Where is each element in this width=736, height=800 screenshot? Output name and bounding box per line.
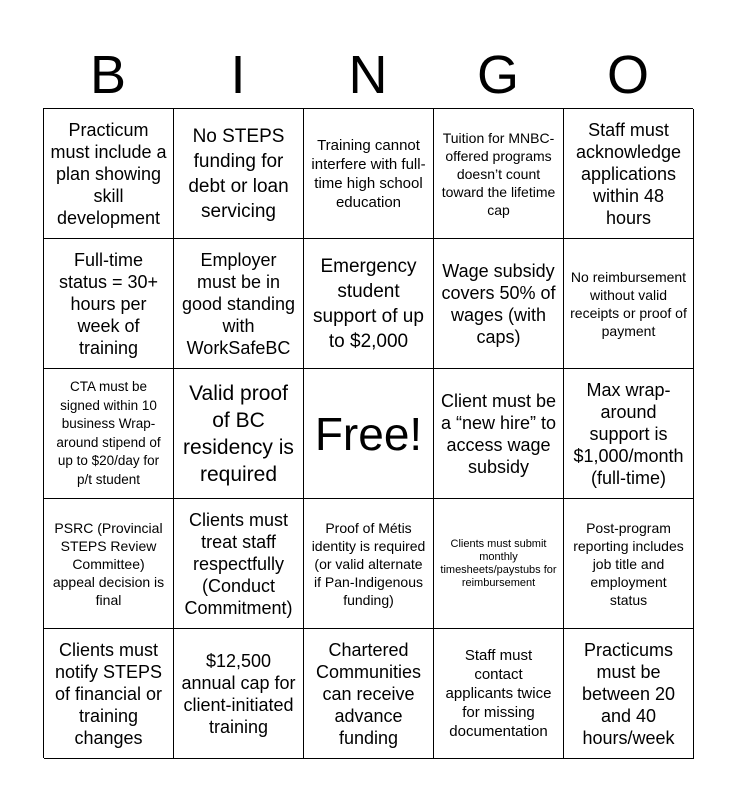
cell-text: PSRC (Provincial STEPS Review Committee) appeal decision is final (52, 519, 165, 608)
bingo-cell-r2c5[interactable] (564, 239, 694, 369)
cell-text: Emergency student support of up to $2,000 (313, 255, 424, 352)
bingo-cell-r5c3[interactable] (304, 629, 434, 759)
cell-text: No STEPS funding for debt or loan servicing (188, 125, 289, 222)
cell-text: Valid proof of BC residency is required (183, 381, 294, 486)
bingo-cell-r5c2[interactable] (174, 629, 304, 759)
bingo-cell-r3c5[interactable] (564, 369, 694, 499)
bingo-cell-r5c4[interactable] (434, 629, 564, 759)
bingo-cell-r5c1[interactable] (44, 629, 174, 759)
cell-text: Practicum must include a plan showing skill development (50, 119, 167, 228)
cell-text: Proof of Métis identity is required (or valid alternate if Pan-Indigenous funding) (311, 519, 426, 608)
bingo-cell-r3c1[interactable] (44, 369, 174, 499)
cell-text: Client must be a “new hire” to access wage subsidy (440, 390, 557, 477)
cell-text: Post-program reporting includes job title and employment status (573, 519, 684, 608)
bingo-cell-r4c2[interactable] (174, 499, 304, 629)
cell-text: Clients must treat staff respectfully (Conduct Commitment) (184, 509, 293, 618)
header-letter-b: B (89, 45, 127, 105)
header-letter-n: N (348, 45, 388, 105)
bingo-card-grid (43, 108, 693, 758)
cell-text: Employer must be in good standing with WorkSafeBC (181, 249, 296, 358)
bingo-cell-r1c1[interactable] (44, 109, 174, 239)
cell-text: CTA must be signed within 10 business Wrap-around stipend of up to $20/day for p/t student (56, 379, 161, 487)
bingo-header (43, 44, 693, 106)
cell-text: $12,500 annual cap for client-initiated training (181, 650, 296, 737)
bingo-cell-r1c2[interactable] (174, 109, 304, 239)
cell-text: Training cannot interfere with full-time high school education (311, 136, 426, 211)
bingo-cell-r1c5[interactable] (564, 109, 694, 239)
cell-text: Clients must notify STEPS of financial or training changes (54, 639, 163, 748)
bingo-cell-r3c4[interactable] (434, 369, 564, 499)
cell-text: Tuition for MNBC-offered programs doesn’t count toward the lifetime cap (441, 129, 556, 218)
header-letter-g: G (476, 45, 519, 105)
header-letter-i: I (230, 45, 246, 105)
cell-text: Staff must contact applicants twice for missing documentation (445, 647, 552, 740)
cell-text: No reimbursement without valid receipts or proof of payment (570, 268, 687, 339)
bingo-cell-r3c2[interactable] (174, 369, 304, 499)
bingo-cell-r1c3[interactable] (304, 109, 434, 239)
cell-text: Max wrap-around support is $1,000/month (full-time) (573, 379, 684, 488)
free-space-text: Free! (314, 407, 423, 460)
bingo-cell-r1c4[interactable] (434, 109, 564, 239)
cell-text: Staff must acknowledge applications within 48 hours (575, 119, 682, 228)
bingo-cell-r5c5[interactable] (564, 629, 694, 759)
bingo-cell-r2c3[interactable] (304, 239, 434, 369)
cell-text: Clients must submit monthly timesheets/paystubs for reimbursement (440, 537, 557, 589)
cell-text: Practicums must be between 20 and 40 hours/week (581, 639, 676, 748)
bingo-cell-r4c1[interactable] (44, 499, 174, 629)
bingo-free-space[interactable] (304, 369, 434, 499)
cell-text: Full-time status = 30+ hours per week of training (58, 249, 159, 358)
cell-text: Chartered Communities can receive advance funding (315, 639, 422, 748)
bingo-cell-r4c3[interactable] (304, 499, 434, 629)
cell-text: Wage subsidy covers 50% of wages (with caps) (441, 260, 556, 347)
bingo-cell-r4c4[interactable] (434, 499, 564, 629)
header-letter-o: O (606, 45, 649, 105)
bingo-cell-r4c5[interactable] (564, 499, 694, 629)
bingo-cell-r2c1[interactable] (44, 239, 174, 369)
bingo-cell-r2c4[interactable] (434, 239, 564, 369)
bingo-cell-r2c2[interactable] (174, 239, 304, 369)
